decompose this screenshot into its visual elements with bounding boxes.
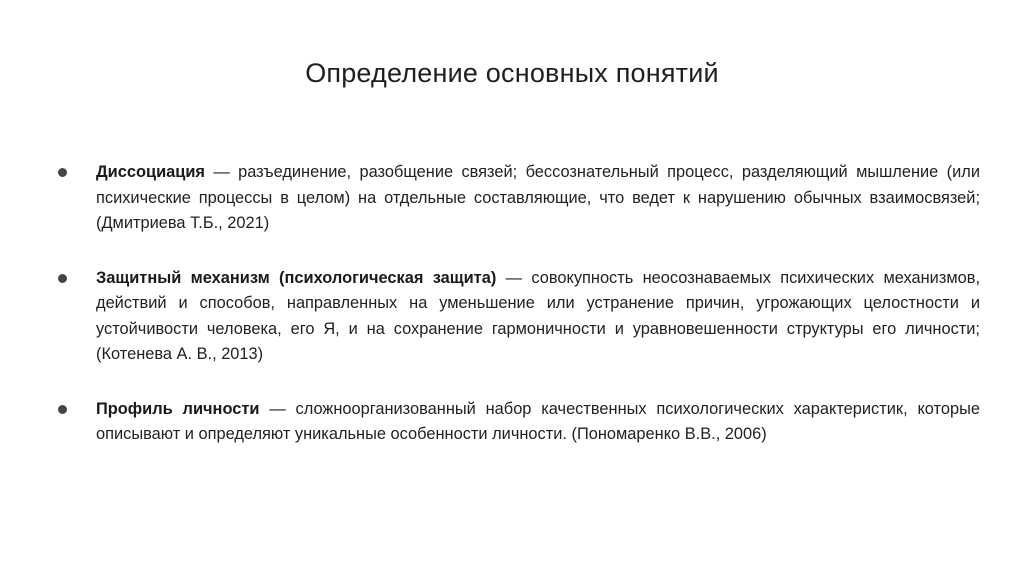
definition-text: — сложноорганизованный набор качественных психологических характеристик, которые описывают и определяют уникальные особенности личности. (Пономаренко В.В., 2006) xyxy=(96,399,981,443)
definition-text: — разъединение, разобщение связей; бессознательный процесс, разделяющий мышление (или психические процессы в целом) на отдельные составляющие, что ведет к нарушению обычных взаимосвязей; (Дмитриева Т.Б., 2021) xyxy=(96,163,980,232)
definition-term: Профиль личности xyxy=(96,399,260,418)
definition-item-personality-profile xyxy=(58,397,980,448)
bullet-icon xyxy=(58,168,67,177)
definitions-list xyxy=(58,160,980,448)
bullet-icon xyxy=(58,405,67,414)
definition-item-dissociation xyxy=(58,160,980,237)
bullet-icon xyxy=(58,274,67,283)
slide-title: Определение основных понятий xyxy=(305,58,719,88)
definition-term: Защитный механизм (психологическая защита) xyxy=(96,268,497,287)
definition-term: Диссоциация xyxy=(96,163,205,181)
definition-item-defense-mechanism xyxy=(58,266,980,368)
definition-text: — совокупность неосознаваемых психических механизмов, действий и способов, направленных на уменьшение или устранение причин, угрожающих целостности и устойчивости человека, его Я, и на сохранение гармоничности и уравновешенности структуры его личности; (Котенева А. В., 2013) xyxy=(96,268,980,363)
